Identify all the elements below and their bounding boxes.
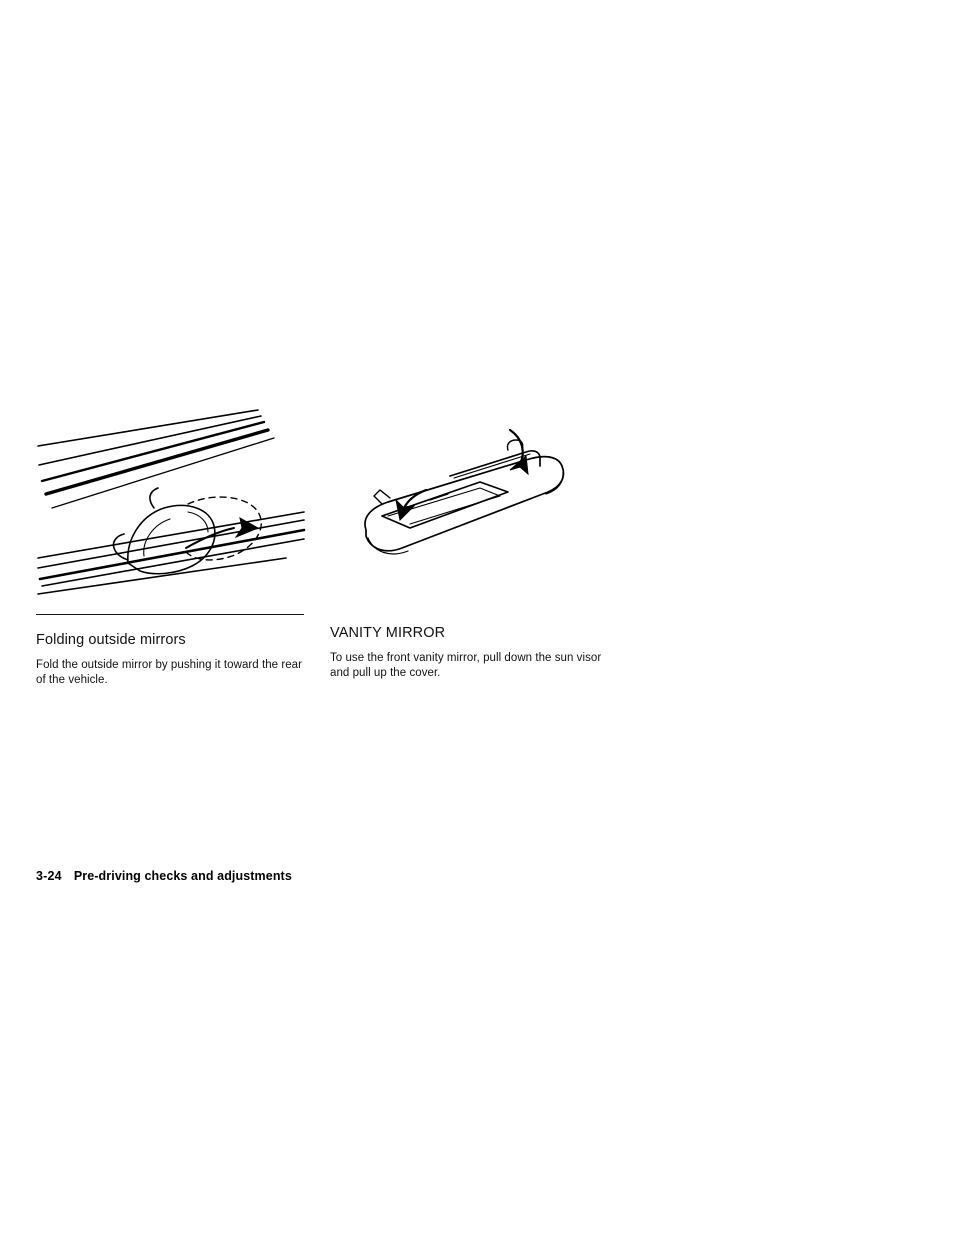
section-folding-outside-mirrors (36, 408, 311, 687)
pull-up-cover-arrow-icon (396, 500, 414, 520)
body-folding-outside-mirrors: Fold the outside mirror by pushing it toward the rear of the vehicle. (36, 659, 302, 686)
figure-divider-left (36, 614, 304, 615)
page-footer (36, 868, 292, 884)
footer-chapter-title: Pre-driving checks and adjustments (73, 869, 292, 883)
footer-page-number: 3-24 (36, 869, 62, 883)
section-vanity-mirror (330, 408, 605, 680)
vanity-mirror-figure-svg (330, 408, 605, 608)
heading-vanity-mirror: VANITY MIRROR (330, 625, 446, 641)
vanity-mirror-illustration (330, 408, 605, 608)
folding-outside-mirror-illustration (36, 408, 311, 608)
heading-folding-outside-mirrors: Folding outside mirrors (36, 632, 186, 648)
folding-outside-mirror-figure-svg (36, 408, 311, 608)
pull-down-visor-arrow-icon (510, 456, 528, 474)
body-vanity-mirror: To use the front vanity mirror, pull down the sun visor and pull up the cover. (330, 652, 602, 679)
